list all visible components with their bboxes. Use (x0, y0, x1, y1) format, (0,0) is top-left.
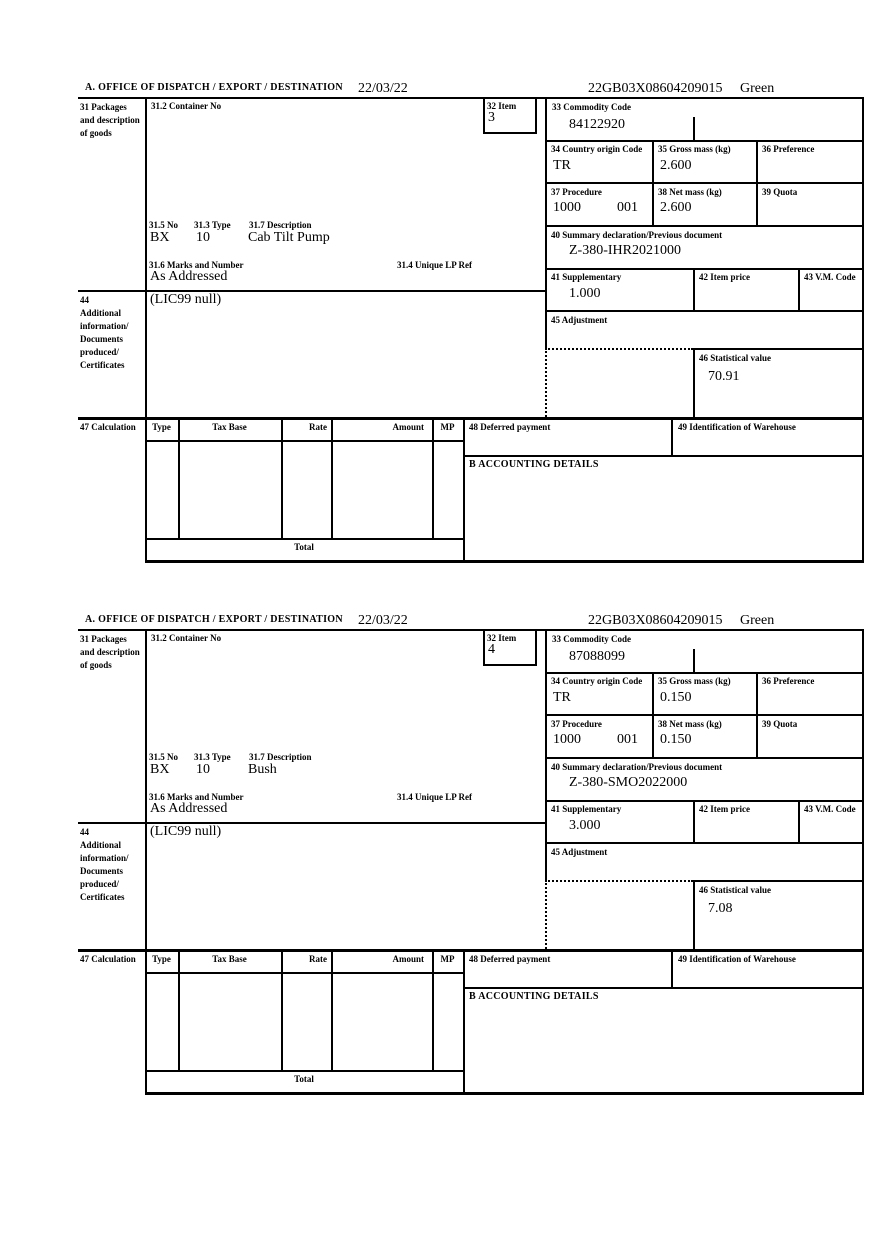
box45-adjustment-label: 45 Adjustment (551, 847, 608, 857)
box44-number-label: 44 (80, 295, 89, 305)
form-top-border (78, 629, 864, 631)
calc-col-tax-base-header: Tax Base (212, 954, 247, 964)
grid-line (432, 417, 434, 538)
box35-gross-mass-label: 35 Gross mass (kg) (658, 676, 731, 686)
grid-line (178, 417, 180, 538)
grid-line (652, 672, 654, 757)
acceptance-date: 22/03/22 (358, 613, 408, 628)
box44-number-label: 44 (80, 827, 89, 837)
box31-7-description-label: 31.7 Description (249, 752, 312, 762)
goods-description-value: Cab Tilt Pump (248, 230, 330, 245)
grid-line (671, 417, 673, 455)
box44-additional-info-label: Additional information/ Documents produced/ Certificates (80, 840, 129, 903)
grid-line (78, 290, 547, 292)
marks-and-number-value: As Addressed (150, 801, 228, 816)
calc-col-rate-header: Rate (309, 422, 327, 432)
box39-quota-label: 39 Quota (762, 187, 798, 197)
grid-line (545, 757, 864, 759)
item-number-value: 3 (488, 110, 495, 125)
grid-line (798, 800, 800, 842)
calc-col-tax-base-header: Tax Base (212, 422, 247, 432)
calc-col-amount-header: Amount (392, 422, 424, 432)
box36-preference-label: 36 Preference (762, 676, 815, 686)
grid-line (545, 714, 864, 716)
statistical-value: 7.08 (708, 901, 733, 916)
grid-line (78, 822, 547, 824)
box34-origin-label: 34 Country origin Code (551, 144, 643, 154)
grid-line (463, 455, 864, 457)
box34-origin-label: 34 Country origin Code (551, 676, 643, 686)
box46-statistical-value-label: 46 Statistical value (699, 885, 771, 895)
commodity-code-divider (693, 117, 695, 140)
box36-preference-label: 36 Preference (762, 144, 815, 154)
box31-2-container-label: 31.2 Container No (151, 633, 222, 643)
box33-commodity-label: 33 Commodity Code (552, 634, 631, 644)
grid-line (178, 949, 180, 1070)
box40-previous-document-label: 40 Summary declaration/Previous document (551, 230, 723, 240)
grid-line (483, 97, 485, 134)
grid-line (545, 268, 864, 270)
acceptance-date: 22/03/22 (358, 81, 408, 96)
box31-7-description-label: 31.7 Description (249, 220, 312, 230)
box31-4-lp-ref-label: 31.4 Unique LP Ref (397, 792, 473, 802)
grid-line (145, 1070, 465, 1072)
box31-4-lp-ref-label: 31.4 Unique LP Ref (397, 260, 473, 270)
box43-vm-code-label: 43 V.M. Code (804, 804, 856, 814)
customs-item-form-2 (78, 612, 866, 1096)
grid-line (798, 268, 800, 310)
accounting-details-label: B ACCOUNTING DETAILS (469, 459, 599, 470)
package-type-value: 10 (196, 762, 210, 777)
item-number-value: 4 (488, 642, 495, 657)
grid-line (331, 949, 333, 1070)
box47-calculation-label: 47 Calculation (80, 954, 136, 964)
calc-col-type-header: Type (152, 422, 171, 432)
office-of-dispatch-label: A. OFFICE OF DISPATCH / EXPORT / DESTINATION (85, 82, 343, 93)
grid-line (545, 182, 864, 184)
form-bottom-border (145, 1092, 864, 1095)
form-bottom-border (145, 560, 864, 563)
office-of-dispatch-label: A. OFFICE OF DISPATCH / EXPORT / DESTINATION (85, 614, 343, 625)
country-origin-value: TR (553, 158, 571, 173)
box38-net-mass-label: 38 Net mass (kg) (658, 719, 722, 729)
grid-line (545, 800, 864, 802)
box31-3-type-label: 31.3 Type (194, 220, 231, 230)
customs-item-form-1 (78, 80, 866, 564)
box31-5-no-label: 31.5 No (149, 752, 178, 762)
box41-supplementary-label: 41 Supplementary (551, 272, 622, 282)
form-top-border (78, 97, 864, 99)
grid-line (693, 880, 695, 949)
box39-quota-label: 39 Quota (762, 719, 798, 729)
routing-status: Green (740, 613, 775, 628)
grid-line (545, 225, 864, 227)
additional-information-value: (LIC99 null) (150, 824, 222, 839)
grid-line (535, 629, 537, 666)
box38-net-mass-label: 38 Net mass (kg) (658, 187, 722, 197)
grid-line (483, 132, 537, 134)
box31-label: 31 Packages and description of goods (80, 102, 140, 139)
goods-description-value: Bush (248, 762, 277, 777)
grid-line (693, 880, 864, 882)
grid-line (545, 140, 864, 142)
calc-col-mp-header: MP (440, 954, 455, 964)
package-type-value: 10 (196, 230, 210, 245)
box42-item-price-label: 42 Item price (699, 272, 750, 282)
grid-line (432, 949, 434, 1070)
grid-line (756, 672, 758, 757)
gross-mass-value: 2.600 (660, 158, 692, 173)
net-mass-value: 2.600 (660, 200, 692, 215)
box32-item-label: 32 Item (487, 101, 517, 111)
net-mass-value: 0.150 (660, 732, 692, 747)
box42-item-price-label: 42 Item price (699, 804, 750, 814)
grid-line (693, 268, 695, 310)
box44-additional-info-label: Additional information/ Documents produced/ Certificates (80, 308, 129, 371)
marks-and-number-value: As Addressed (150, 269, 228, 284)
dotted-grid-line (545, 880, 547, 949)
commodity-code-divider (693, 649, 695, 672)
grid-line (463, 987, 864, 989)
movement-reference-number: 22GB03X08604209015 (588, 81, 723, 96)
section-border (78, 417, 864, 420)
box31-3-type-label: 31.3 Type (194, 752, 231, 762)
grid-line (545, 842, 864, 844)
box37-procedure-label: 37 Procedure (551, 187, 602, 197)
box31-6-marks-label: 31.6 Marks and Number (149, 792, 244, 802)
grid-line (331, 417, 333, 538)
box41-supplementary-label: 41 Supplementary (551, 804, 622, 814)
grid-line (483, 629, 485, 666)
calc-total-label: Total (294, 1074, 314, 1084)
calc-col-rate-header: Rate (309, 954, 327, 964)
grid-line (281, 949, 283, 1070)
grid-line (652, 140, 654, 225)
dotted-grid-line (545, 880, 693, 882)
gross-mass-value: 0.150 (660, 690, 692, 705)
dotted-grid-line (545, 348, 693, 350)
procedure-code-value: 001 (617, 732, 638, 747)
box46-statistical-value-label: 46 Statistical value (699, 353, 771, 363)
commodity-code-value: 84122920 (569, 117, 625, 132)
grid-line (145, 97, 147, 560)
box31-6-marks-label: 31.6 Marks and Number (149, 260, 244, 270)
box32-item-label: 32 Item (487, 633, 517, 643)
box31-2-container-label: 31.2 Container No (151, 101, 222, 111)
grid-line (693, 348, 864, 350)
calc-col-amount-header: Amount (392, 954, 424, 964)
grid-line (671, 949, 673, 987)
procedure-value: 1000 (553, 732, 581, 747)
box49-warehouse-label: 49 Identification of Warehouse (678, 954, 796, 964)
grid-line (483, 664, 537, 666)
grid-line (545, 672, 864, 674)
box49-warehouse-label: 49 Identification of Warehouse (678, 422, 796, 432)
accounting-details-label: B ACCOUNTING DETAILS (469, 991, 599, 1002)
dotted-grid-line (545, 348, 547, 417)
supplementary-units-value: 1.000 (569, 286, 601, 301)
grid-line (145, 538, 465, 540)
previous-document-value: Z-380-SMO2022000 (569, 775, 688, 790)
procedure-value: 1000 (553, 200, 581, 215)
form-right-border (862, 97, 864, 560)
statistical-value: 70.91 (708, 369, 740, 384)
box33-commodity-label: 33 Commodity Code (552, 102, 631, 112)
previous-document-value: Z-380-IHR2021000 (569, 243, 681, 258)
grid-line (145, 972, 465, 974)
routing-status: Green (740, 81, 775, 96)
box43-vm-code-label: 43 V.M. Code (804, 272, 856, 282)
grid-line (756, 140, 758, 225)
calc-col-mp-header: MP (440, 422, 455, 432)
commodity-code-value: 87088099 (569, 649, 625, 664)
additional-information-value: (LIC99 null) (150, 292, 222, 307)
grid-line (145, 440, 465, 442)
calc-total-label: Total (294, 542, 314, 552)
box47-calculation-label: 47 Calculation (80, 422, 136, 432)
box40-previous-document-label: 40 Summary declaration/Previous document (551, 762, 723, 772)
box48-deferred-payment-label: 48 Deferred payment (469, 954, 551, 964)
movement-reference-number: 22GB03X08604209015 (588, 613, 723, 628)
grid-line (281, 417, 283, 538)
package-no-value: BX (150, 230, 170, 245)
calc-col-type-header: Type (152, 954, 171, 964)
box35-gross-mass-label: 35 Gross mass (kg) (658, 144, 731, 154)
box45-adjustment-label: 45 Adjustment (551, 315, 608, 325)
grid-line (693, 348, 695, 417)
box31-5-no-label: 31.5 No (149, 220, 178, 230)
grid-line (545, 310, 864, 312)
grid-line (693, 800, 695, 842)
box37-procedure-label: 37 Procedure (551, 719, 602, 729)
country-origin-value: TR (553, 690, 571, 705)
package-no-value: BX (150, 762, 170, 777)
box48-deferred-payment-label: 48 Deferred payment (469, 422, 551, 432)
box31-label: 31 Packages and description of goods (80, 634, 140, 671)
procedure-code-value: 001 (617, 200, 638, 215)
grid-line (145, 629, 147, 1092)
form-right-border (862, 629, 864, 1092)
supplementary-units-value: 3.000 (569, 818, 601, 833)
grid-line (535, 97, 537, 134)
section-border (78, 949, 864, 952)
